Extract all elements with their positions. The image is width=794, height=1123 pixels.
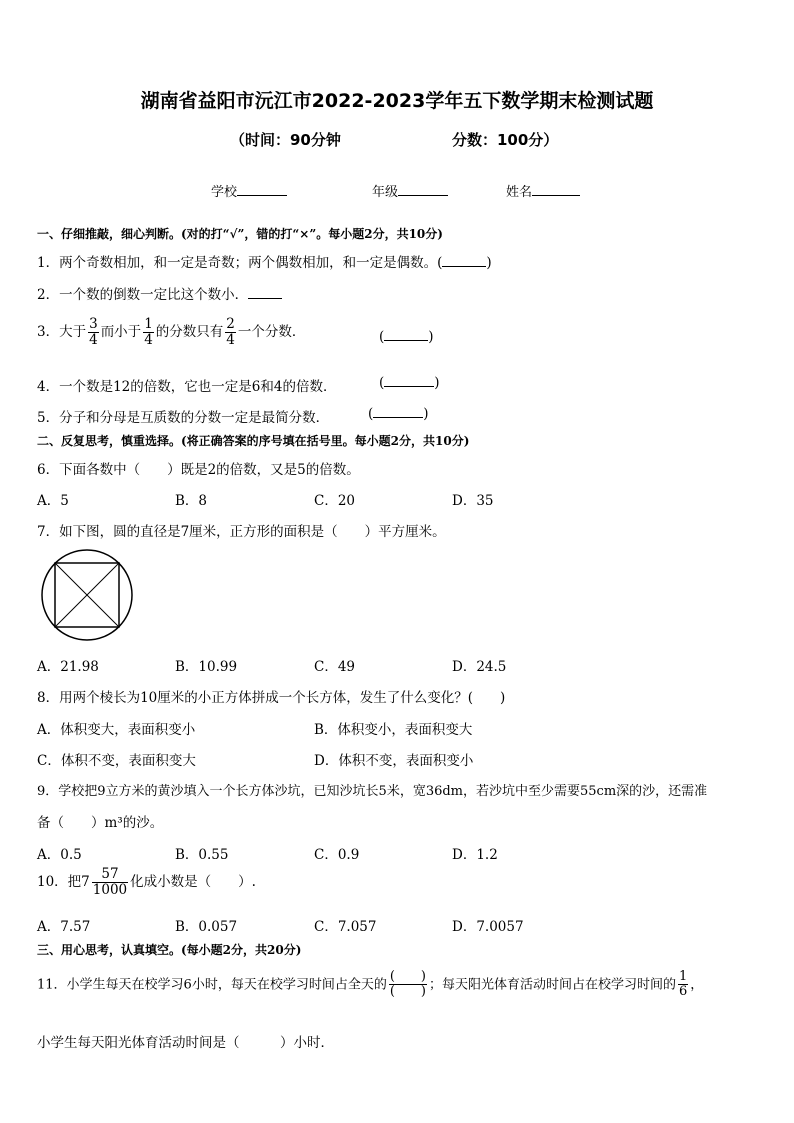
fraction-1-4: $\frac{1}{4}$ (144, 316, 153, 348)
q7-option-d[interactable]: D．24.5 (452, 659, 507, 675)
section-2-heading: 二、反复思考，慎重选择。(将正确答案的序号填在括号里。每小题2分，共10分) (37, 434, 470, 448)
q6-option-d[interactable]: D．35 (452, 493, 494, 509)
name-field[interactable] (506, 181, 580, 200)
question-11: 11．小学生每天在校学习6小时，每天在校学习时间占全天的 $\frac{( )}{( )}$ ；每天阳光体育活动时间占在校学习时间的 $\frac{1}{6}$ ， (37, 969, 704, 1000)
question-4: 4．一个数是12的倍数，它也一定是6和4的倍数． (37, 379, 337, 395)
question-3: 3．大于 $\frac{3}{4}$ 而小于 $\frac{1}{4}$ 的分数只有 $\frac{2}{4}$ 一个分数． (37, 316, 306, 348)
q8-option-c[interactable]: C．体积不变，表面积变大 (37, 753, 196, 769)
section-1-heading: 一、仔细推敲，细心判断。(对的打“√”，错的打“×”。每小题2分，共10分) (37, 227, 443, 241)
fraction-blank[interactable]: $\frac{( )}{( )}$ (389, 969, 426, 1000)
answer-blank-4[interactable]: ( ) (379, 375, 440, 391)
q10-option-b[interactable]: B．0.057 (175, 919, 238, 935)
grade-field[interactable] (372, 181, 448, 200)
question-9-line-2: 备（ ）m³的沙。 (37, 815, 164, 831)
q9-option-b[interactable]: B．0.55 (175, 847, 229, 863)
q7-option-c[interactable]: C．49 (314, 659, 356, 675)
question-5: 5．分子和分母是互质数的分数一定是最简分数． (37, 410, 330, 426)
question-7: 7．如下图，圆的直径是7厘米，正方形的面积是（ ）平方厘米。 (37, 524, 446, 540)
q6-option-b[interactable]: B．8 (175, 493, 208, 509)
fraction-57-1000: $\frac{57}{1000}$ (92, 866, 128, 898)
exam-score: 分数：100分） (452, 131, 559, 149)
grade-label: 年级 (372, 185, 399, 200)
question-10: 10．把7 $\frac{57}{1000}$ 化成小数是（ ）. (37, 866, 256, 898)
q9-option-d[interactable]: D．1.2 (452, 847, 498, 863)
question-1: 1．两个奇数相加，和一定是奇数；两个偶数相加，和一定是偶数。( ) (37, 255, 492, 271)
q9-option-a[interactable]: A．0.5 (37, 847, 82, 863)
fraction-2-4: $\frac{2}{4}$ (226, 316, 235, 348)
page-title: 湖南省益阳市沅江市2022-2023学年五下数学期末检测试题 (140, 90, 654, 112)
exam-time: （时间：90分钟 (230, 131, 341, 149)
circle-square-figure (40, 548, 134, 642)
answer-blank-5[interactable]: ( ) (368, 406, 429, 422)
school-label: 学校 (211, 185, 238, 200)
q6-option-a[interactable]: A．5 (37, 493, 69, 509)
q8-option-b[interactable]: B．体积变小，表面积变大 (314, 722, 473, 738)
q10-option-c[interactable]: C．7.057 (314, 919, 377, 935)
name-label: 姓名 (506, 185, 533, 200)
q6-option-c[interactable]: C．20 (314, 493, 356, 509)
section-3-heading: 三、用心思考，认真填空。(每小题2分，共20分) (37, 943, 302, 957)
question-11-line-2: 小学生每天阳光体育活动时间是（ ）小时． (37, 1035, 334, 1051)
q9-option-c[interactable]: C．0.9 (314, 847, 360, 863)
school-field[interactable] (211, 181, 287, 200)
question-9-line-1: 9．学校把9立方米的黄沙填入一个长方体沙坑，已知沙坑长5米，宽36dm，若沙坑中至少需要55cm深的沙，还需准 (37, 784, 708, 799)
question-8: 8．用两个棱长为10厘米的小正方体拼成一个长方体，发生了什么变化？( ) (37, 690, 506, 706)
fraction-3-4: $\frac{3}{4}$ (89, 316, 98, 348)
question-6: 6．下面各数中（ ）既是2的倍数，又是5的倍数。 (37, 462, 360, 478)
q10-option-d[interactable]: D．7.0057 (452, 919, 524, 935)
question-2: 2．一个数的倒数一定比这个数小． (37, 283, 282, 303)
q8-option-d[interactable]: D．体积不变，表面积变小 (314, 753, 474, 769)
q10-option-a[interactable]: A．7.57 (37, 919, 91, 935)
fraction-1-6: $\frac{1}{6}$ (679, 969, 688, 1000)
q7-option-b[interactable]: B．10.99 (175, 659, 238, 675)
answer-blank-3[interactable]: ( ) (379, 329, 434, 345)
q8-option-a[interactable]: A．体积变大，表面积变小 (37, 722, 196, 738)
q7-option-a[interactable]: A．21.98 (37, 659, 99, 675)
